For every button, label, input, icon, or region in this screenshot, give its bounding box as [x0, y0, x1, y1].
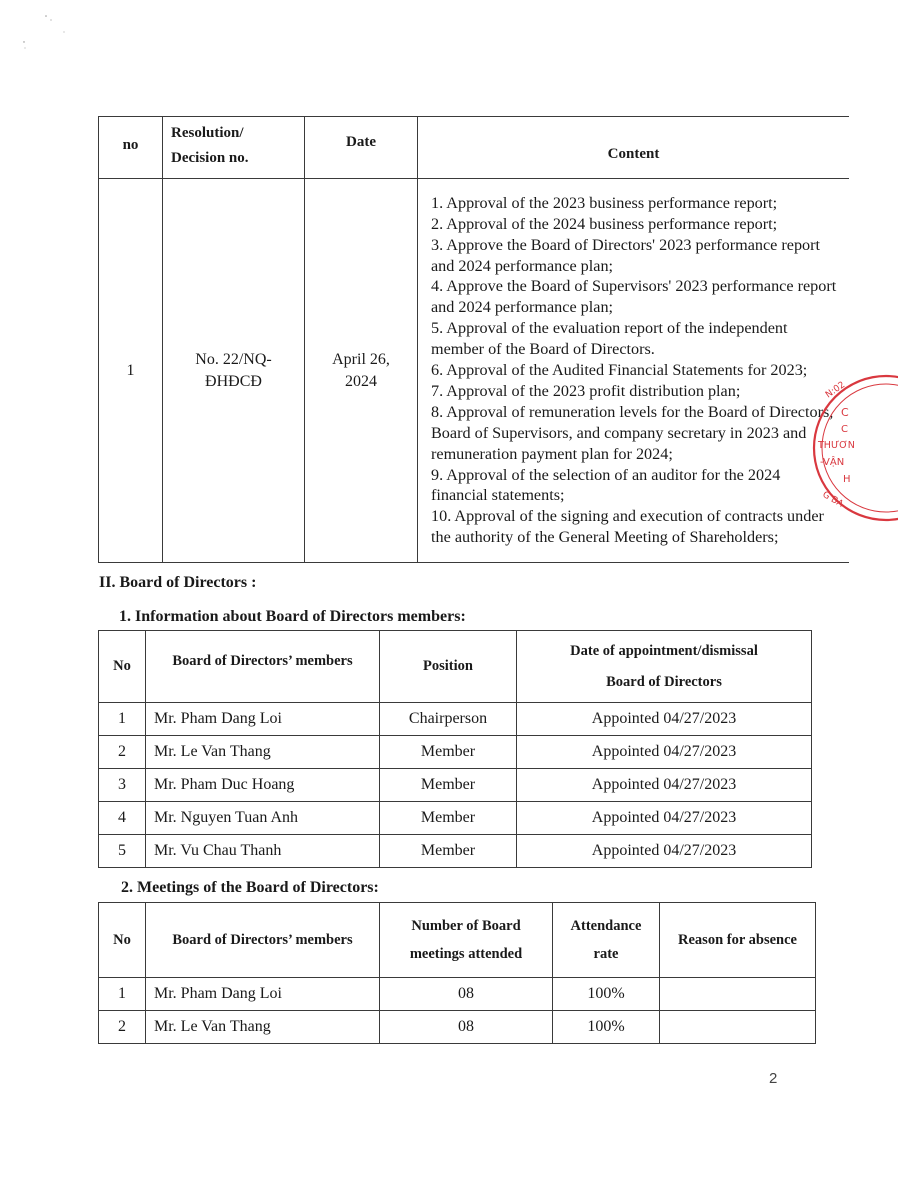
- member-row: [99, 736, 812, 769]
- member-name: Mr. Vu Chau Thanh: [146, 835, 380, 868]
- header-resolution-line1: Resolution/: [171, 125, 244, 141]
- stamp-text-7: G BA: [820, 489, 845, 510]
- resolution-date: [305, 179, 418, 563]
- content-line: Board of Supervisors, and company secretary in 2023 and: [431, 423, 807, 442]
- content-line: remuneration payment plan for 2024;: [431, 444, 673, 463]
- stamp-text-2: C: [841, 406, 849, 419]
- meeting-member-name: Mr. Pham Dang Loi: [146, 978, 380, 1011]
- member-appointment: Appointed 04/27/2023: [517, 769, 812, 802]
- member-position: Member: [380, 769, 517, 802]
- content-line: 10. Approval of the signing and execution of contracts under: [431, 507, 824, 526]
- content-line: and 2024 performance plan;: [431, 256, 614, 275]
- meetings-header-attended-line2: meetings attended: [409, 946, 523, 962]
- members-header-member: Board of Directors’ members: [146, 631, 380, 703]
- meetings-header-no: No: [99, 903, 146, 978]
- resolution-number: [163, 179, 305, 563]
- member-position: Member: [380, 802, 517, 835]
- member-appointment: Appointed 04/27/2023: [517, 703, 812, 736]
- resolution-row: [99, 179, 850, 563]
- header-content: Content: [418, 117, 850, 179]
- resolution-content: [418, 179, 850, 563]
- meetings-header-reason: Reason for absence: [660, 903, 816, 978]
- attendance-rate: 100%: [553, 978, 660, 1011]
- company-seal-stamp: [808, 368, 868, 528]
- member-row: [99, 835, 812, 868]
- members-header-position: Position: [380, 631, 517, 703]
- attendance-rate: 100%: [553, 1011, 660, 1044]
- meeting-row: [99, 1011, 816, 1044]
- member-no: 3: [99, 769, 146, 802]
- meeting-member-no: 1: [99, 978, 146, 1011]
- members-header-date-line2: Board of Directors: [606, 673, 722, 690]
- content-line: and 2024 performance plan;: [431, 298, 614, 317]
- resolutions-table: [98, 116, 849, 563]
- member-position: Chairperson: [380, 703, 517, 736]
- content-line: 7. Approval of the 2023 profit distribution plan;: [431, 381, 741, 400]
- meeting-member-no: 2: [99, 1011, 146, 1044]
- meetings-header-member: Board of Directors’ members: [146, 903, 380, 978]
- stamp-text-5: -VẬN: [820, 457, 845, 468]
- stamp-text-6: H: [843, 474, 851, 485]
- content-line: 8. Approval of remuneration levels for the Board of Directors,: [431, 402, 834, 421]
- content-line: member of the Board of Directors.: [431, 340, 655, 359]
- resolution-number-line1: No. 22/NQ-: [195, 350, 272, 368]
- header-resolution: [163, 117, 305, 179]
- member-no: 4: [99, 802, 146, 835]
- absence-reason: [660, 1011, 816, 1044]
- meetings-header-attended-line1: Number of Board: [411, 918, 521, 934]
- meetings-header-rate-line2: rate: [593, 946, 619, 962]
- absence-reason: [660, 978, 816, 1011]
- member-row: [99, 769, 812, 802]
- member-name: Mr. Nguyen Tuan Anh: [146, 802, 380, 835]
- member-appointment: Appointed 04/27/2023: [517, 736, 812, 769]
- meetings-attended: 08: [380, 1011, 553, 1044]
- stamp-text-3: C: [841, 424, 848, 435]
- content-line: 9. Approval of the selection of an auditor for the 2024: [431, 465, 781, 484]
- member-name: Mr. Pham Dang Loi: [146, 703, 380, 736]
- section-board-of-directors-title: II. Board of Directors :: [99, 574, 257, 591]
- meeting-member-name: Mr. Le Van Thang: [146, 1011, 380, 1044]
- header-no: no: [99, 117, 163, 179]
- content-line: 5. Approval of the evaluation report of the independent: [431, 319, 788, 338]
- resolution-content-lines: [431, 193, 849, 548]
- member-appointment: Appointed 04/27/2023: [517, 835, 812, 868]
- members-header-row: [99, 631, 812, 703]
- content-line: the authority of the General Meeting of Shareholders;: [431, 528, 779, 547]
- member-name: Mr. Le Van Thang: [146, 736, 380, 769]
- resolutions-header-row: [99, 117, 850, 179]
- board-meetings-table: [98, 902, 816, 1044]
- content-line: 2. Approval of the 2024 business performance report;: [431, 214, 778, 233]
- resolution-number-line2: ĐHĐCĐ: [205, 372, 262, 390]
- content-line: 1. Approval of the 2023 business performance report;: [431, 193, 778, 212]
- meeting-row: [99, 978, 816, 1011]
- members-body: [99, 703, 812, 868]
- member-appointment: Appointed 04/27/2023: [517, 802, 812, 835]
- header-date: Date: [305, 117, 418, 179]
- member-row: [99, 802, 812, 835]
- member-no: 2: [99, 736, 146, 769]
- meetings-body: [99, 978, 816, 1044]
- members-header-date-line1: Date of appointment/dismissal: [570, 642, 758, 659]
- member-no: 1: [99, 703, 146, 736]
- member-position: Member: [380, 736, 517, 769]
- member-no: 5: [99, 835, 146, 868]
- meetings-attended: 08: [380, 978, 553, 1011]
- meetings-header-rate-line1: Attendance: [570, 918, 642, 934]
- page-number: 2: [769, 1070, 778, 1087]
- meetings-header-row: [99, 903, 816, 978]
- content-line: 4. Approve the Board of Supervisors' 2023 performance report: [431, 277, 837, 296]
- content-line: 3. Approve the Board of Directors' 2023 performance report: [431, 235, 821, 254]
- member-name: Mr. Pham Duc Hoang: [146, 769, 380, 802]
- meetings-header-attended: [380, 903, 553, 978]
- resolution-date-line2: 2024: [345, 372, 377, 390]
- meetings-subsection-title: 2. Meetings of the Board of Directors:: [121, 879, 379, 896]
- header-resolution-line2: Decision no.: [171, 150, 249, 166]
- resolution-date-line1: April 26,: [332, 350, 390, 368]
- scan-specks: [18, 10, 78, 60]
- resolution-no: 1: [99, 179, 163, 563]
- members-header-no: No: [99, 631, 146, 703]
- members-subsection-title: 1. Information about Board of Directors members:: [119, 608, 466, 625]
- member-row: [99, 703, 812, 736]
- board-members-table: [98, 630, 812, 868]
- member-position: Member: [380, 835, 517, 868]
- stamp-text-4: THƯƠN: [818, 440, 855, 451]
- content-line: financial statements;: [431, 486, 565, 505]
- meetings-header-rate: [553, 903, 660, 978]
- content-line: 6. Approval of the Audited Financial Statements for 2023;: [431, 361, 808, 380]
- members-header-date: [517, 631, 812, 703]
- stamp-text-1: N:02: [823, 380, 848, 401]
